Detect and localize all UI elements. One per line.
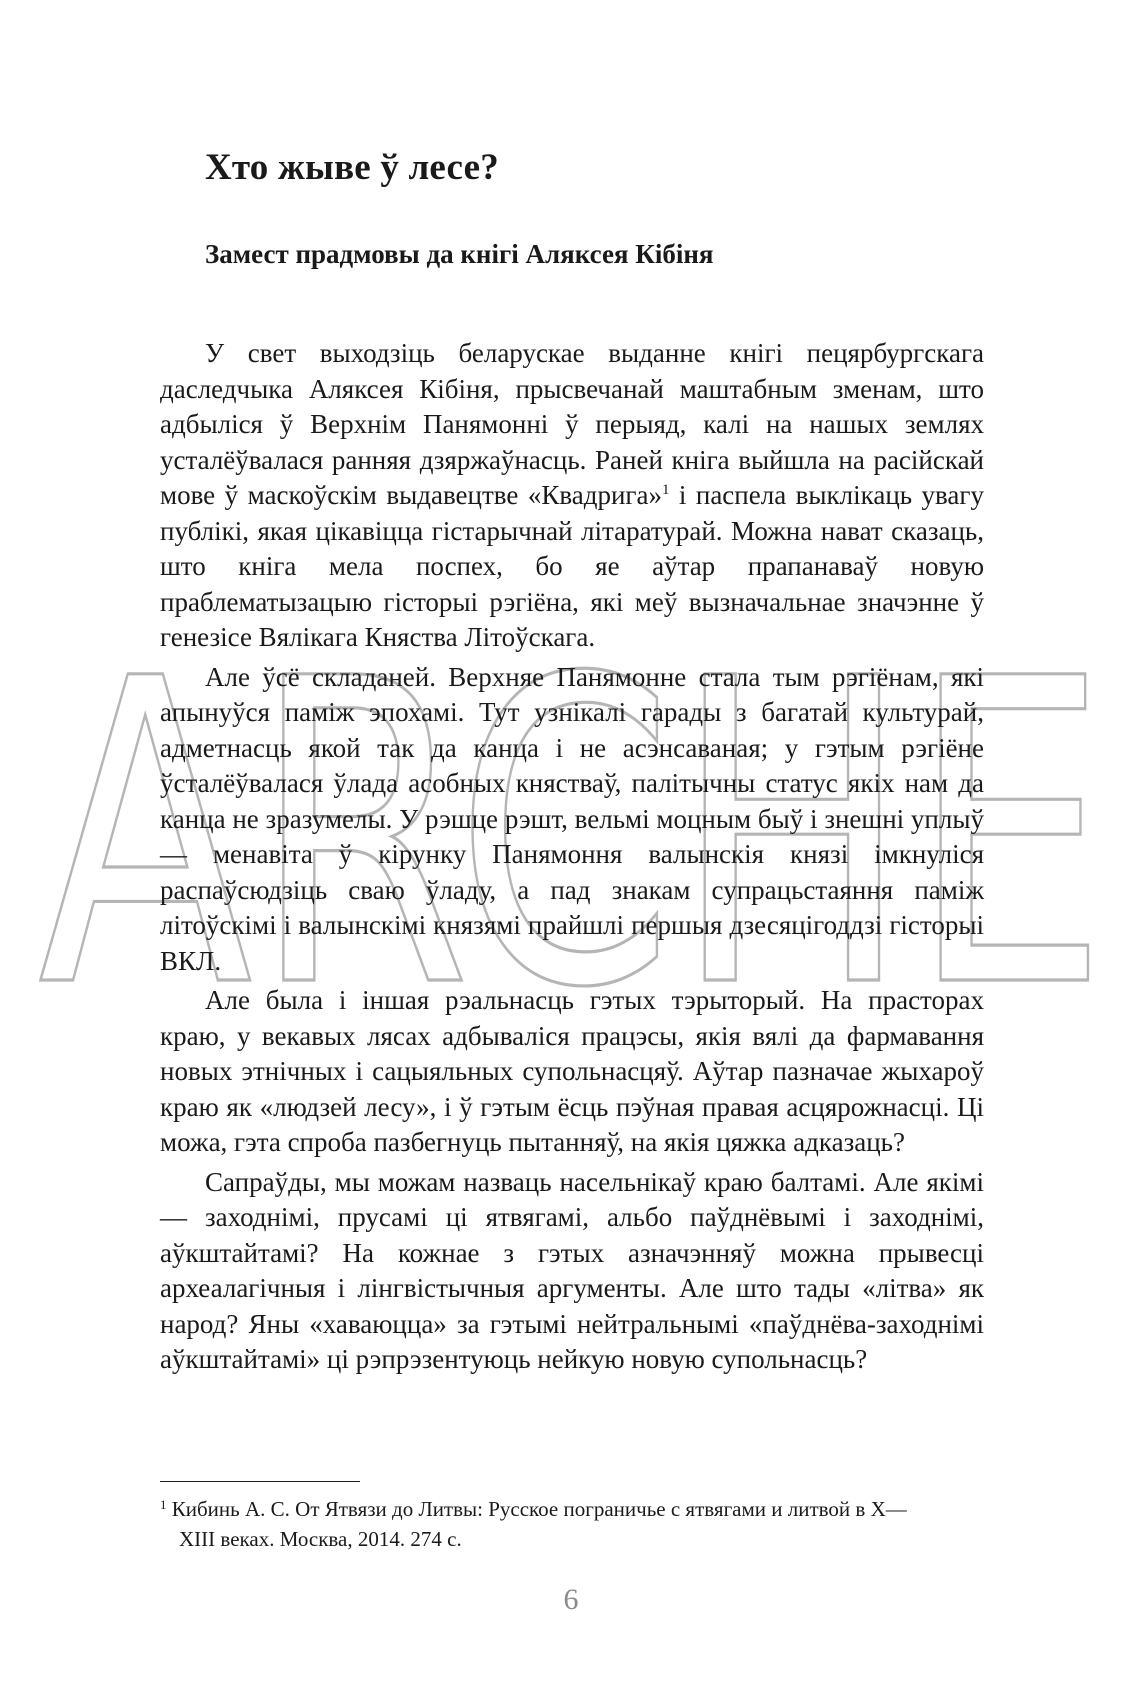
- page-number: 6: [563, 1583, 579, 1616]
- chapter-title: Хто жыве ў лесе?: [205, 147, 499, 188]
- footnote-reference[interactable]: 1: [661, 482, 670, 498]
- body-text: [160, 336, 984, 1380]
- paragraph: Але была і іншая рэальнасць гэтых тэрыторый. На прасторах краю, у векавых лясах адбываліся працэсы, якія вялі да фармавання новых этнічных і сацыяльных супольнасцяў. Аўтар пазначае жыхароў краю як «людзей лесу», і ў гэтым ёсць пэўная правая асцярожнасці. Ці можа, гэта спроба пазбегнуць пытанняў, на якія цяжка адказаць?: [160, 985, 984, 1157]
- paragraph-text: і паспела выклікаць увагу публікі, якая цікавіцца гістарычнай літаратурай. Можна нават сказаць, што кніга мела поспех, бо яе аўтар прапанаваў новую праблематызацыю гісторыі рэгіёна, які меў вызначальнае значэнне ў генезісе Вялікага Княства Літоўскага.: [160, 480, 984, 652]
- footnote-marker: 1: [160, 1497, 167, 1512]
- paragraph: Сапраўды, мы можам назваць насельнікаў краю балтамі. Але якімі — заходнімі, прусамі ці ятвягамі, альбо паўднёвымі і заходнімі, аўкштайтамі? На кожнае з гэтых азначэнняў можна прывесці археалагічныя і лінгвістычныя аргументы. Але што тады «літва» як народ? Яны «хаваюцца» за гэтымі нейтральнымі «паўднёва-заходнімі аўкштайтамі» ці рэпрэзентуюць нейкую новую супольнасць?: [160, 1166, 984, 1374]
- paragraph: Але ўсё складаней. Верхняе Панямонне стала тым рэгіёнам, які апынуўся паміж эпохамі. Тут узнікалі гарады з багатай культурай, адметнасць якой так да канца і не асэнсаваная; у гэтым рэгіёне ўсталёўвалася ўлада асобных княстваў, палітычны статус якіх нам да канца не зразумелы. У рэшце рэшт, вельмі моцным быў і знешні уплыў — менавіта ў кірунку Панямоння валынскія князі імкнуліся распаўсюдзіць сваю ўладу, а пад знакам супрацьстаяння паміж літоўскімі і валынскімі князямі прайшлі першыя дзесяцігоддзі гісторыі ВКЛ.: [160, 661, 984, 976]
- paragraph: [160, 336, 984, 656]
- chapter-subtitle: Замест прадмовы да кнігі Аляксея Кібіня: [205, 239, 714, 269]
- footnote-text: XIII веках. Москва, 2014. 274 с.: [179, 1527, 462, 1551]
- footnote-text: Кибинь А. С. От Ятвязи до Литвы: Русское пограничье с ятвягами и литвой в X—: [166, 1497, 907, 1521]
- watermark-text: ARCHE: [38, 591, 1108, 1080]
- paragraph-text: У свет выходзіць беларускае выданне кнігі пецярбургскага даследчыка Аляксея Кібіня, прысвечанай маштабным зменам, што адбыліся ў Верхнім Панямонні ў перыяд, калі на нашых землях усталёўвалася ранняя дзяржаўнасць. Раней кніга выйшла на расійскай мове ў маскоўскім выдавецтве «Квадрига»: [160, 338, 984, 510]
- footnote: [160, 1494, 984, 1554]
- footnote-divider: [160, 1481, 360, 1482]
